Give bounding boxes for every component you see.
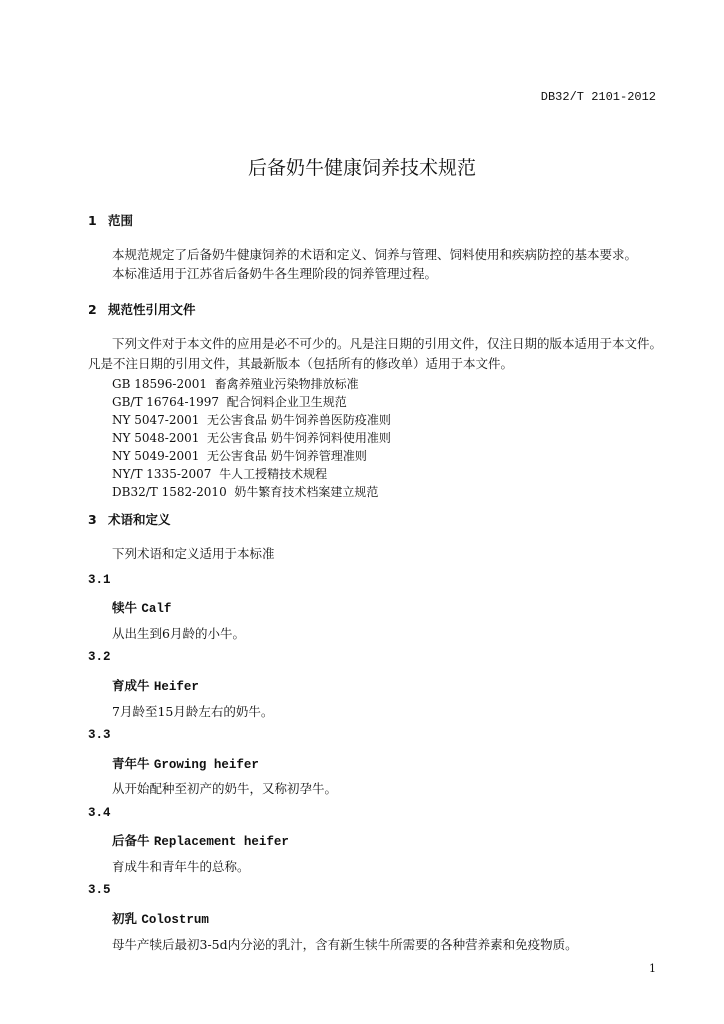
reference-code: GB/T 16764-1997 (112, 395, 220, 409)
clause-number: 3.2 (88, 650, 111, 664)
reference-title: 无公害食品 奶牛饲养兽医防疫准则 (207, 413, 391, 427)
term-zh: 育成牛 (112, 678, 150, 693)
reference-item (112, 429, 391, 446)
reference-item (112, 465, 327, 482)
term-definition: 从开始配种至初产的奶牛，又称初孕牛。 (112, 781, 338, 796)
term-definition: 从出生到6月龄的小牛。 (112, 626, 245, 641)
term-en: Replacement heifer (153, 835, 289, 849)
section-1-heading (88, 211, 133, 229)
page-number: 1 (649, 962, 656, 975)
reference-code: GB 18596-2001 (112, 377, 207, 391)
paragraph: 本标准适用于江苏省后备奶牛各生理阶段的饲养管理过程。 (112, 266, 438, 281)
clause-number: 3.1 (88, 573, 111, 587)
reference-item (112, 447, 367, 464)
term-en: Heifer (153, 680, 199, 694)
clause-number: 3.4 (88, 806, 111, 820)
reference-title: 无公害食品 奶牛饲养管理准则 (207, 449, 367, 463)
term-heading (112, 831, 289, 849)
reference-code: DB32/T 1582-2010 (112, 485, 227, 499)
paragraph: 凡是不注日期的引用文件，其最新版本（包括所有的修改单）适用于本文件。 (88, 356, 514, 371)
term-heading (112, 754, 259, 772)
term-zh: 犊牛 (112, 600, 138, 615)
section-2-heading (88, 300, 196, 318)
reference-title: 无公害食品 奶牛饲养饲料使用准则 (207, 431, 391, 445)
term-definition: 7月龄至15月龄左右的奶牛。 (112, 704, 274, 719)
reference-title: 畜禽养殖业污染物排放标准 (214, 377, 359, 391)
standard-code: DB32/T 2101-2012 (540, 90, 656, 104)
reference-title: 配合饲料企业卫生规范 (226, 395, 347, 409)
reference-code: NY 5049-2001 (112, 449, 200, 463)
section-number: 1 (88, 213, 97, 228)
reference-item (112, 375, 359, 392)
section-title: 规范性引用文件 (108, 302, 196, 317)
section-3-heading (88, 510, 171, 528)
section-number: 2 (88, 302, 97, 317)
reference-title: 奶牛繁育技术档案建立规范 (234, 485, 379, 499)
term-heading (112, 676, 199, 694)
reference-item (112, 393, 347, 410)
paragraph: 本规范规定了后备奶牛健康饲养的术语和定义、饲养与管理、饲料使用和疾病防控的基本要求。 (112, 247, 638, 262)
paragraph: 下列文件对于本文件的应用是必不可少的。凡是注日期的引用文件，仅注日期的版本适用于本文件。 (112, 336, 663, 351)
term-zh: 后备牛 (112, 833, 150, 848)
clause-number: 3.5 (88, 883, 111, 897)
document-title: 后备奶牛健康饲养技术规范 (247, 157, 476, 179)
reference-item (112, 483, 378, 500)
reference-code: NY/T 1335-2007 (112, 467, 212, 481)
term-zh: 初乳 (112, 911, 138, 926)
term-heading (112, 909, 209, 927)
section-title: 术语和定义 (108, 512, 171, 527)
reference-item (112, 411, 391, 428)
term-definition: 母牛产犊后最初3-5d内分泌的乳汁，含有新生犊牛所需要的各种营养素和免疫物质。 (112, 937, 578, 952)
term-en: Growing heifer (153, 758, 259, 772)
term-en: Calf (141, 602, 172, 616)
clause-number: 3.3 (88, 728, 111, 742)
reference-code: NY 5048-2001 (112, 431, 200, 445)
term-en: Colostrum (141, 913, 209, 927)
term-zh: 青年牛 (112, 756, 150, 771)
reference-code: NY 5047-2001 (112, 413, 200, 427)
term-definition: 育成牛和青年牛的总称。 (112, 859, 250, 874)
paragraph: 下列术语和定义适用于本标准 (112, 546, 275, 561)
section-number: 3 (88, 512, 97, 527)
reference-title: 牛人工授精技术规程 (219, 467, 328, 481)
term-heading (112, 598, 171, 616)
section-title: 范围 (108, 213, 134, 228)
